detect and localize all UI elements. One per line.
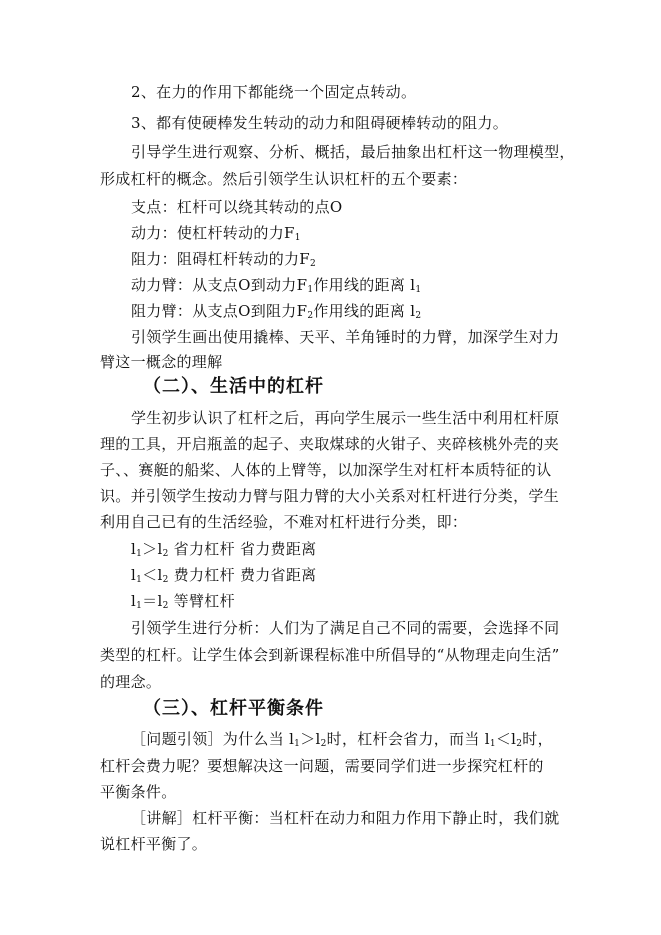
text-line — [0, 301, 661, 321]
text-line — [0, 729, 661, 749]
line-text: 动力臂：从支点O到动力F — [131, 276, 308, 294]
line-text: 平衡条件。 — [100, 783, 177, 801]
line-text: 臂这一概念的理解 — [100, 353, 223, 371]
subscript: 2 — [307, 311, 314, 321]
subscript: 2 — [320, 739, 327, 749]
classification-row — [0, 565, 661, 585]
line-text: 引导学生进行观察、分析、概括，最后抽象出杠杆这一物理模型， — [131, 143, 575, 161]
line-text: 作用线的距离 l — [313, 276, 416, 294]
text-line — [0, 618, 661, 638]
line-text: 形成杠杆的概念。然后引领学生认识杠杆的五个要素： — [100, 170, 468, 188]
line-text: 杠杆会费力呢？要想解决这一问题，需要同学们进一步探究杠杆的 — [100, 757, 544, 775]
line-text: 学生初步认识了杠杆之后，再向学生展示一些生活中利用杠杆原 — [131, 409, 560, 427]
line-text: 类型的杠杆。让学生体会到新课程标准中所倡导的“从物理走向生活” — [100, 646, 560, 664]
symbol-l: l — [157, 540, 163, 558]
symbol-lt: ＜ — [142, 566, 158, 584]
subscript: 1 — [136, 601, 143, 611]
line-text: ＜l — [495, 730, 517, 748]
text-line — [0, 756, 661, 776]
text-line — [0, 408, 661, 428]
text-line — [0, 808, 661, 828]
text-line — [0, 782, 661, 802]
line-text: 支点：杠杆可以绕其转动的点O — [131, 198, 343, 216]
text-line — [0, 352, 661, 372]
text-line — [0, 645, 661, 665]
subscript: 2 — [516, 739, 523, 749]
section-heading — [0, 697, 661, 721]
line-text: 2、在力的作用下都能绕一个固定点转动。 — [131, 83, 417, 101]
text-line — [0, 197, 661, 217]
classification-row — [0, 591, 661, 611]
symbol-l: l — [131, 592, 137, 610]
line-text: 理的工具，开启瓶盖的起子、夹取煤球的火钳子、夹碎核桃外壳的夹 — [100, 435, 560, 453]
classification-label: 费力杠杆 费力省距离 — [173, 566, 317, 584]
line-text: 识。并引领学生按动力臂与阻力臂的大小关系对杠杆进行分类，学生 — [100, 487, 560, 505]
subscript: 2 — [415, 311, 422, 321]
subscript: 1 — [489, 739, 496, 749]
symbol-l: l — [157, 592, 163, 610]
line-text: 子、、赛艇的船桨、人体的上臂等，以加深学生对杠杆本质特征的认 — [100, 461, 552, 479]
subscript: 2 — [162, 601, 169, 611]
text-line — [0, 486, 661, 506]
subscript: 1 — [136, 549, 143, 559]
line-text: ［问题引领］为什么当 l — [131, 730, 295, 748]
symbol-l: l — [131, 566, 137, 584]
symbol-gt: ＞ — [142, 540, 158, 558]
line-text: ＞l — [300, 730, 321, 748]
line-text: 动力：使杠杆转动的力F — [131, 224, 295, 242]
text-line — [0, 275, 661, 295]
subscript: 1 — [294, 739, 301, 749]
subscript: 1 — [307, 285, 314, 295]
heading-text: （二）、生活中的杠杆 — [143, 376, 324, 397]
classification-label: 等臂杠杆 — [173, 592, 235, 610]
line-text: 的理念。 — [100, 673, 162, 691]
subscript: 1 — [294, 233, 301, 243]
text-line — [0, 834, 661, 854]
line-text: 引领学生进行分析：人们为了满足自己不同的需要，会选择不同 — [131, 619, 560, 637]
classification-row — [0, 539, 661, 559]
text-line — [0, 169, 661, 189]
symbol-l: l — [157, 566, 163, 584]
text-line — [0, 82, 661, 102]
text-line — [0, 142, 661, 162]
heading-text: （三）、杠杆平衡条件 — [143, 698, 324, 719]
text-line — [0, 327, 661, 347]
subscript: 2 — [162, 575, 169, 585]
line-text: 阻力：阻碍杠杆转动的力F — [131, 250, 311, 268]
line-text: 引领学生画出使用撬棒、天平、羊角锤时的力臂，加深学生对力 — [131, 328, 560, 346]
line-text: 作用线的距离 l — [313, 302, 416, 320]
symbol-eq: ＝ — [142, 592, 158, 610]
line-text: 利用自己已有的生活经验，不难对杠杆进行分类，即： — [100, 513, 468, 531]
text-line — [0, 460, 661, 480]
text-line — [0, 512, 661, 532]
text-line — [0, 113, 661, 133]
text-line — [0, 672, 661, 692]
line-text: 3、都有使硬棒发生转动的动力和阻碍硬棒转动的阻力。 — [131, 114, 509, 132]
subscript: 1 — [136, 575, 143, 585]
subscript: 2 — [162, 549, 169, 559]
line-text: 时，杠杆会省力，而当 l — [326, 730, 490, 748]
line-text: ［讲解］杠杆平衡：当杠杆在动力和阻力作用下静止时，我们就 — [131, 809, 560, 827]
classification-label: 省力杠杆 省力费距离 — [173, 540, 317, 558]
text-line — [0, 223, 661, 243]
line-text: 时， — [522, 730, 553, 748]
line-text: 阻力臂：从支点O到阻力F — [131, 302, 308, 320]
text-line — [0, 434, 661, 454]
subscript: 2 — [310, 259, 317, 269]
symbol-l: l — [131, 540, 137, 558]
line-text: 说杠杆平衡了。 — [100, 835, 208, 853]
text-line — [0, 249, 661, 269]
subscript: 1 — [415, 285, 422, 295]
section-heading — [0, 375, 661, 399]
